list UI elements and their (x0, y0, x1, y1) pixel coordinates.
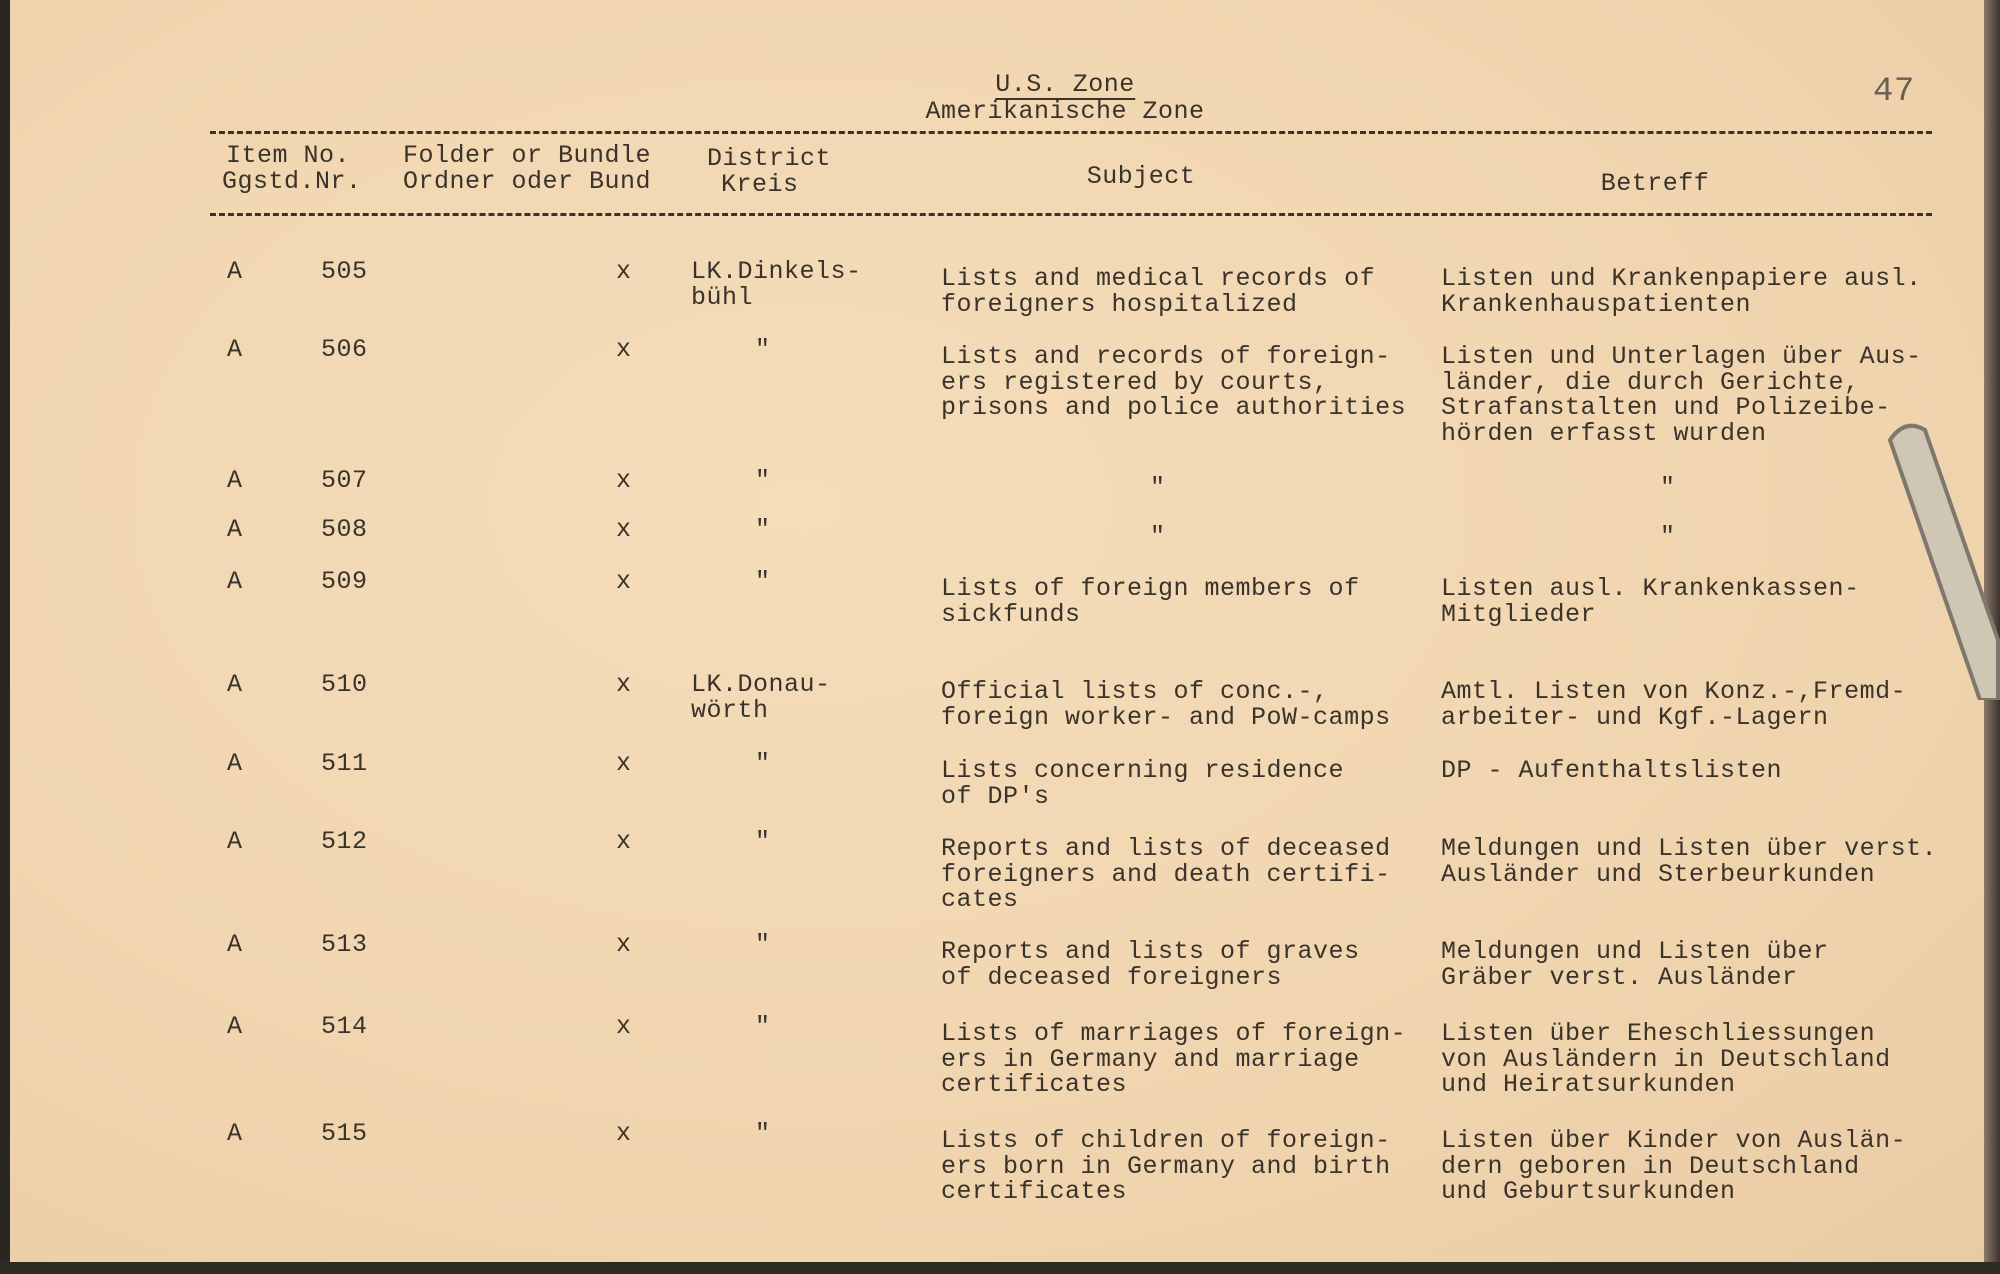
district: " (755, 466, 771, 495)
folder-mark: x (616, 335, 632, 364)
column-header-folder-de: Ordner oder Bund (403, 167, 652, 196)
betreff: " (1660, 473, 1676, 502)
district: " (755, 749, 771, 778)
district: " (755, 1119, 771, 1148)
folder-mark: x (616, 257, 632, 286)
subject: Lists and records of foreign- ers registered by courts, prisons and police authorities (941, 342, 1407, 422)
folder-mark: x (616, 1119, 632, 1148)
betreff: Amtl. Listen von Konz.-,Fremd- arbeiter- und Kgf.-Lagern (1441, 677, 1907, 732)
subject: Lists and medical records of foreigners hospitalized (941, 264, 1376, 319)
item-number: 506 (321, 335, 368, 364)
item-series: A (227, 1119, 243, 1148)
district: " (755, 335, 771, 364)
item-number: 508 (321, 515, 368, 544)
betreff: " (1660, 522, 1676, 551)
header-top-rule (210, 131, 1932, 134)
betreff: Listen und Unterlagen über Aus- länder, die durch Gerichte, Strafanstalten und Polizeibe- hörden erfasst wurden (1441, 342, 1922, 448)
item-number: 505 (321, 257, 368, 286)
item-series: A (227, 257, 243, 286)
folder-mark: x (616, 567, 632, 596)
header-bottom-rule (210, 213, 1932, 216)
betreff: Listen über Kinder von Auslän- dern geboren in Deutschland und Geburtsurkunden (1441, 1126, 1907, 1206)
column-header-folder-en: Folder or Bundle (403, 141, 652, 170)
item-series: A (227, 335, 243, 364)
column-header-district-de: Kreis (721, 170, 799, 199)
page-bottom-edge (0, 1262, 2000, 1274)
item-series: A (227, 567, 243, 596)
column-header-item-de: Ggstd.Nr. (222, 167, 362, 196)
betreff: DP - Aufenthaltslisten (1441, 756, 1783, 785)
district: " (755, 1012, 771, 1041)
subject: Reports and lists of graves of deceased foreigners (941, 937, 1360, 992)
district: LK.Donau- wörth (691, 670, 831, 725)
item-number: 515 (321, 1119, 368, 1148)
item-number: 512 (321, 827, 368, 856)
zone-title-de: Amerikanische Zone (925, 97, 1205, 126)
item-series: A (227, 827, 243, 856)
item-number: 514 (321, 1012, 368, 1041)
folder-mark: x (616, 515, 632, 544)
item-series: A (227, 1012, 243, 1041)
folder-mark: x (616, 466, 632, 495)
district: " (755, 567, 771, 596)
item-series: A (227, 466, 243, 495)
item-number: 511 (321, 749, 368, 778)
column-header-betreff: Betreff (1600, 169, 1710, 198)
subject: Lists of foreign members of sickfunds (941, 574, 1360, 629)
subject: Lists of children of foreign- ers born in Germany and birth certificates (941, 1126, 1391, 1206)
folder-mark: x (616, 670, 632, 699)
item-series: A (227, 930, 243, 959)
subject: Lists of marriages of foreign- ers in Germany and marriage certificates (941, 1019, 1407, 1099)
subject: Lists concerning residence of DP's (941, 756, 1345, 811)
subject: " (1150, 522, 1166, 551)
betreff: Listen und Krankenpapiere ausl. Krankenhauspatienten (1441, 264, 1922, 319)
item-number: 509 (321, 567, 368, 596)
betreff: Meldungen und Listen über Gräber verst. Ausländer (1441, 937, 1829, 992)
zone-title-en: U.S. Zone (995, 70, 1135, 99)
column-header-item-en: Item No. (226, 141, 351, 170)
subject: Official lists of conc.-, foreign worker- and PoW-camps (941, 677, 1391, 732)
tweezers-object (1880, 420, 2000, 700)
item-number: 513 (321, 930, 368, 959)
betreff: Meldungen und Listen über verst. Ausländer und Sterbeurkunden (1441, 834, 1938, 889)
folder-mark: x (616, 827, 632, 856)
item-number: 507 (321, 466, 368, 495)
betreff: Listen über Eheschliessungen von Ausländern in Deutschland und Heiratsurkunden (1441, 1019, 1891, 1099)
item-series: A (227, 515, 243, 544)
item-series: A (227, 749, 243, 778)
item-number: 510 (321, 670, 368, 699)
subject: " (1150, 473, 1166, 502)
column-header-district-en: District (707, 144, 832, 173)
page-number: 47 (1873, 73, 1915, 111)
subject: Reports and lists of deceased foreigners and death certifi- cates (941, 834, 1391, 914)
folder-mark: x (616, 749, 632, 778)
folder-mark: x (616, 930, 632, 959)
betreff: Listen ausl. Krankenkassen- Mitglieder (1441, 574, 1860, 629)
item-series: A (227, 670, 243, 699)
folder-mark: x (616, 1012, 632, 1041)
district: " (755, 930, 771, 959)
column-header-subject: Subject (1086, 162, 1196, 191)
district: " (755, 827, 771, 856)
district: LK.Dinkels- bühl (691, 257, 862, 312)
district: " (755, 515, 771, 544)
